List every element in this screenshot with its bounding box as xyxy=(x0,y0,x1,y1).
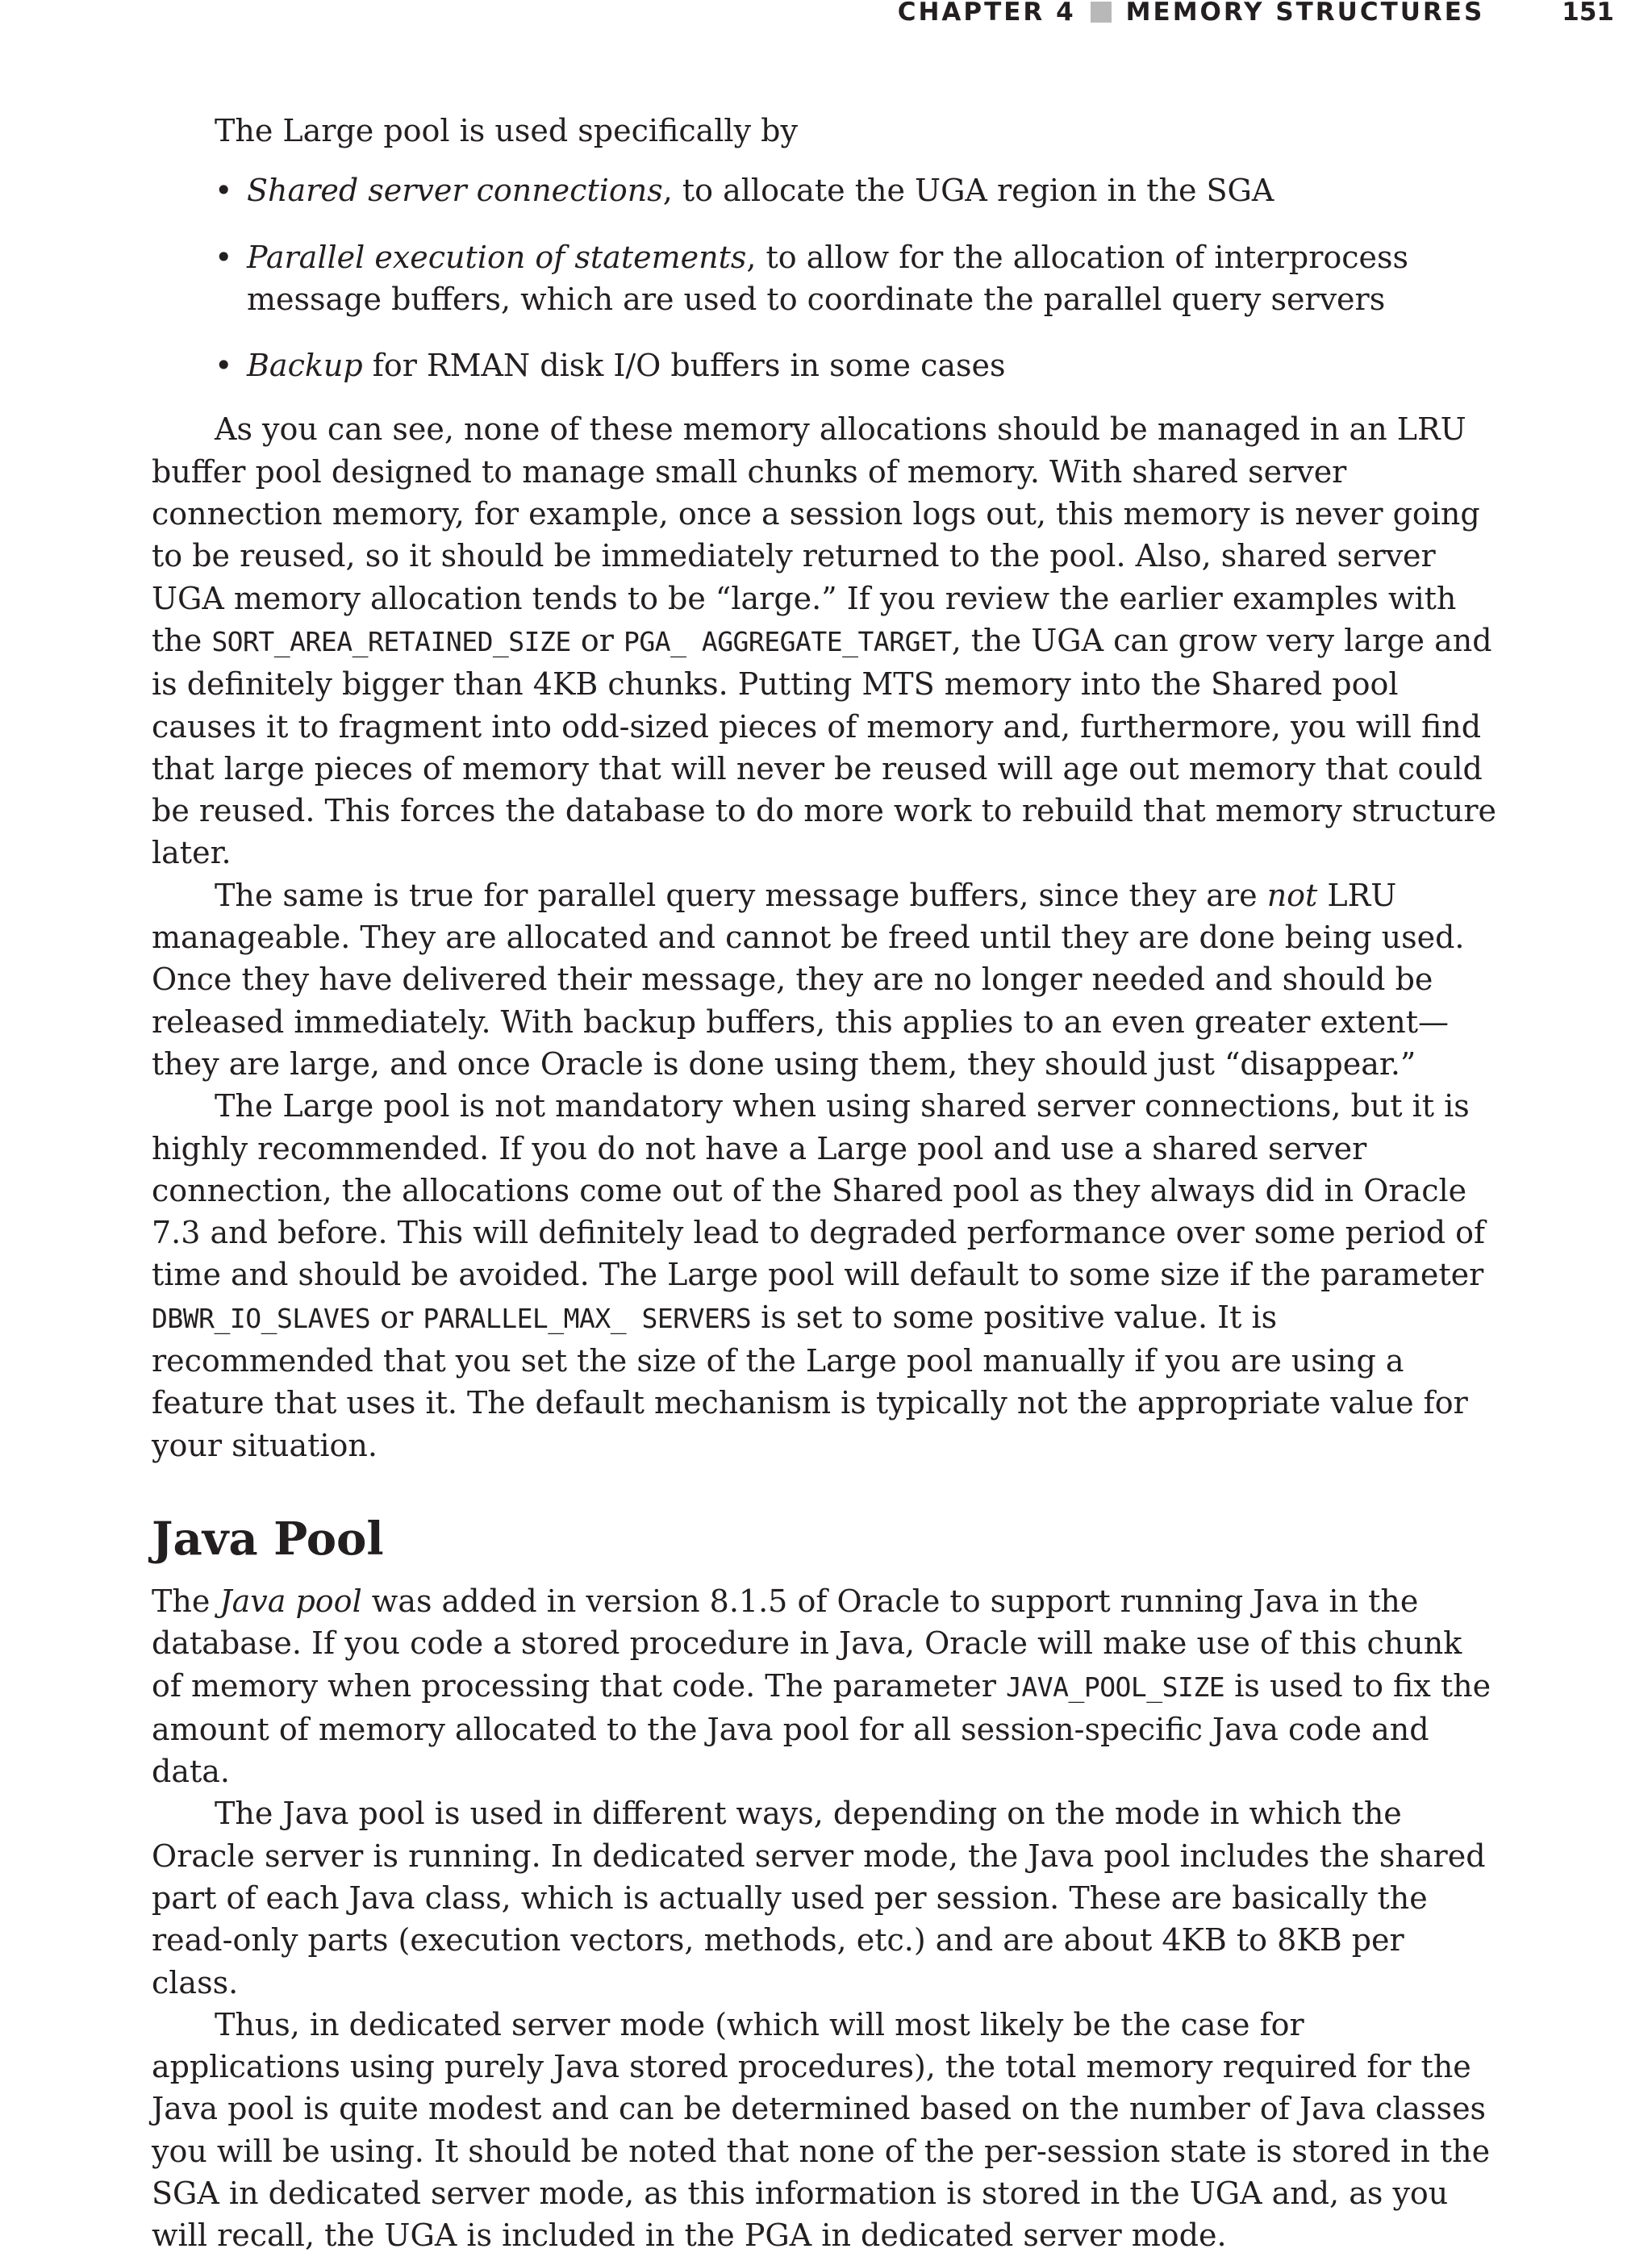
bullet-icon: • xyxy=(215,348,233,384)
bullet-icon: • xyxy=(215,173,233,209)
bullet-list xyxy=(152,169,1497,386)
text-run: or xyxy=(370,1299,423,1335)
bullet-term: Shared server connections xyxy=(247,173,663,209)
text-run: was added in version 8.1.5 of Oracle to support running Java in the database. If you code a stored procedure in Java, Oracle will make use of this chunk of memory when processing that code. The parameter xyxy=(152,1583,1462,1704)
page-body xyxy=(152,110,1497,2257)
text-run: is used to fix the amount of memory allocated to the Java pool for all session-specific Java code and data. xyxy=(152,1667,1491,1790)
bullet-icon: • xyxy=(215,239,233,275)
bullet-text: for RMAN disk I/O buffers in some cases xyxy=(362,348,1006,384)
chapter-label: CHAPTER 4 xyxy=(897,0,1076,27)
page-number: 151 xyxy=(1562,0,1614,27)
text-run: is set to some positive value. It is recommended that you set the size of the Large pool manually if you are using a feature that uses it. The default mechanism is typically not the appropriate value for your situation. xyxy=(152,1299,1468,1463)
body-paragraph xyxy=(152,874,1497,1085)
list-item xyxy=(215,344,1497,386)
list-item xyxy=(215,169,1497,211)
code-parallel-max-servers: PARALLEL_MAX_ SERVERS xyxy=(423,1302,752,1334)
body-paragraph xyxy=(152,1580,1497,1792)
code-java-pool-size: JAVA_POOL_SIZE xyxy=(1005,1671,1225,1703)
bullet-text: , to allow for the allocation of interprocess message buffers, which are used to coordinate the parallel query servers xyxy=(247,239,1409,317)
text-run: As you can see, none of these memory allocations should be managed in an LRU buffer pool designed to manage small chunks of memory. With shared server connection memory, for example, once a session logs out, this memory is never going to be reused, so it should be immediately returned to the pool. Also, shared server UGA memory allocation tends to be “large.” If you review the earlier examples with the xyxy=(152,411,1480,658)
text-run: The same is true for parallel query message buffers, since they are xyxy=(215,877,1267,913)
bullet-term: Backup xyxy=(247,348,363,384)
chapter-title: MEMORY STRUCTURES xyxy=(1125,0,1485,27)
code-dbwr-io-slaves: DBWR_IO_SLAVES xyxy=(152,1302,371,1334)
body-paragraph: The Java pool is used in different ways, depending on the mode in which the Oracle server is running. In dedicated server mode, the Java pool includes the shared part of each Java class, which is actually used per session. These are basically the read-only parts (execution vectors, methods, etc.) and are about 4KB to 8KB per class. xyxy=(152,1796,1486,2000)
text-run: , the UGA can grow very large and is definitely bigger than 4KB chunks. Putting MTS memory into the Shared pool causes it to fragment into odd-sized pieces of memory and, furthermore, you will find that large pieces of memory that will never be reused will age out memory that could be reused. This forces the database to do more work to rebuild that memory structure later. xyxy=(152,622,1496,871)
text-run: The xyxy=(152,1583,220,1619)
text-run: LRU manageable. They are allocated and cannot be freed until they are done being used. Once they have delivered their message, they are no longer needed and should be released immediately. With backup buffers, this applies to an even greater extent—they are large, and once Oracle is done using them, they should just “disappear.” xyxy=(152,877,1465,1082)
body-paragraph xyxy=(152,408,1497,874)
section-heading: Java Pool xyxy=(152,1512,384,1566)
body-paragraph: Thus, in dedicated server mode (which will most likely be the case for applications using purely Java stored procedures), the total memory required for the Java pool is quite modest and can be determined based on the number of Java classes you will be using. It should be noted that none of the per-session state is stored in the SGA in dedicated server mode, as this information is stored in the UGA and, as you will recall, the UGA is included in the PGA in dedicated server mode. xyxy=(152,2006,1491,2254)
code-pga-aggregate-target: PGA_ AGGREGATE_TARGET xyxy=(623,625,952,657)
bullet-text: , to allocate the UGA region in the SGA xyxy=(662,173,1274,209)
text-run: The Large pool is not mandatory when using shared server connections, but it is highly recommended. If you do not have a Large pool and use a shared server connection, the allocations come out of the Shared pool as they always did in Oracle 7.3 and before. This will definitely lead to degraded performance over some period of time and should be avoided. The Large pool will default to some size if the parameter xyxy=(152,1088,1486,1293)
bullet-term: Parallel execution of statements xyxy=(247,239,747,275)
intro-paragraph: The Large pool is used specifically by xyxy=(215,113,798,148)
list-item xyxy=(215,236,1497,321)
text-run: or xyxy=(570,622,624,658)
running-header xyxy=(897,0,1614,27)
code-sort-area-retained-size: SORT_AREA_RETAINED_SIZE xyxy=(211,625,571,657)
header-square-icon xyxy=(1091,2,1112,23)
emphasis: Java pool xyxy=(219,1583,362,1619)
emphasis: not xyxy=(1266,877,1318,913)
body-paragraph xyxy=(152,1085,1497,1466)
